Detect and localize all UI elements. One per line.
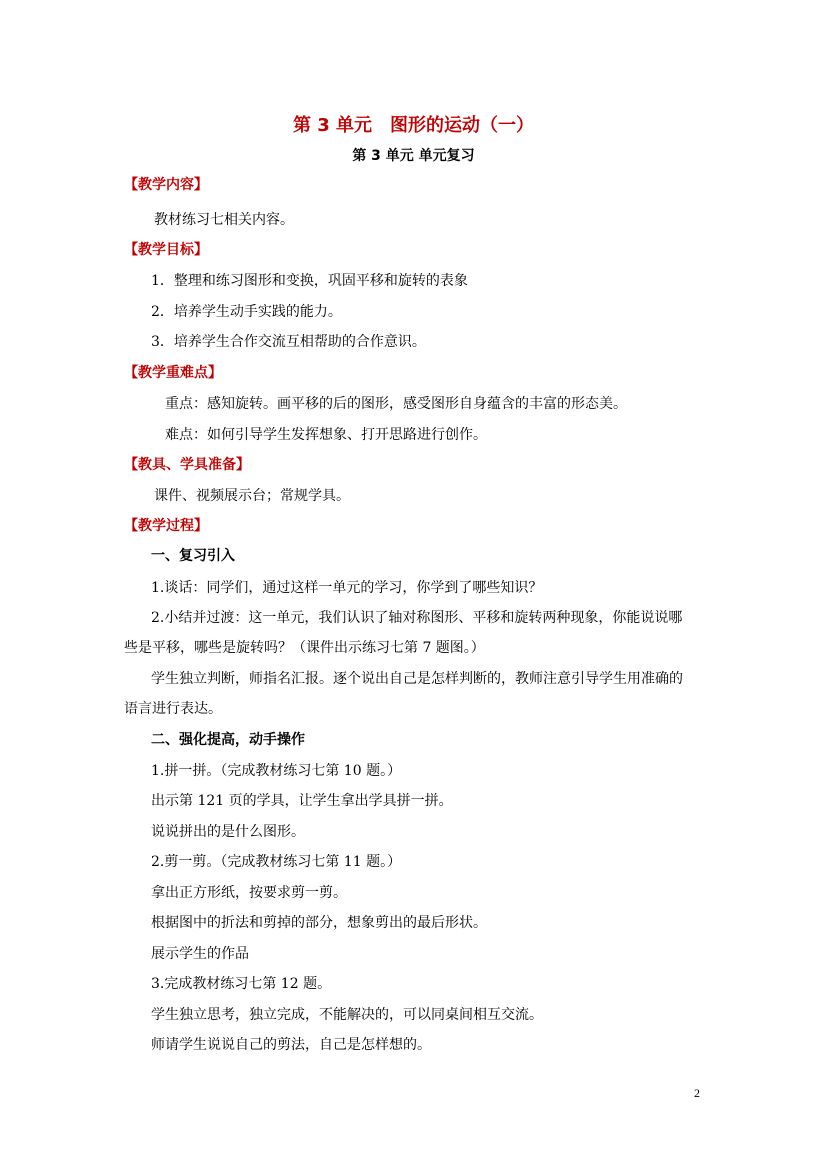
goal-item-1: 1．整理和练习图形和变换，巩固平移和旋转的表象 bbox=[151, 273, 468, 289]
section-heading-process: 【教学过程】 bbox=[124, 518, 208, 534]
process-part2-title: 二、强化提高，动手操作 bbox=[151, 732, 305, 748]
process-q2b: 根据图中的折法和剪掉的部分，想象剪出的最后形状。 bbox=[151, 915, 487, 931]
section-heading-goals: 【教学目标】 bbox=[124, 242, 208, 258]
process-p1: 1.谈话：同学们，通过这样一单元的学习，你学到了哪些知识？ bbox=[151, 580, 543, 596]
process-q3a: 学生独立思考，独立完成，不能解决的，可以同桌间相互交流。 bbox=[151, 1007, 543, 1023]
process-p3a: 学生独立判断，师指名汇报。逐个说出自己是怎样判断的，教师注意引导学生用准确的 bbox=[151, 671, 683, 687]
page-subtitle: 第 3 单元 单元复习 bbox=[352, 148, 475, 164]
process-p2a: 2.小结并过渡：这一单元，我们认识了轴对称图形、平移和旋转两种现象，你能说说哪 bbox=[151, 610, 683, 626]
section-heading-tools: 【教具、学具准备】 bbox=[124, 457, 250, 473]
key-point-difficulty: 难点：如何引导学生发挥想象、打开思路进行创作。 bbox=[165, 427, 487, 443]
process-q1b: 说说拼出的是什么图形。 bbox=[151, 824, 305, 840]
key-point-focus: 重点：感知旋转。画平移的后的图形，感受图形自身蕴含的丰富的形态美。 bbox=[165, 396, 627, 412]
page-title: 第 3 单元 图形的运动（一） bbox=[292, 115, 535, 136]
goal-item-2: 2．培养学生动手实践的能力。 bbox=[151, 304, 342, 320]
process-q2c: 展示学生的作品 bbox=[151, 946, 249, 962]
section-heading-key-points: 【教学重难点】 bbox=[124, 365, 222, 381]
process-p3b: 语言进行表达。 bbox=[124, 701, 222, 717]
process-p2b: 些是平移，哪些是旋转吗？（课件出示练习七第 7 题图。） bbox=[124, 640, 485, 656]
process-q1: 1.拼一拼。（完成教材练习七第 10 题。） bbox=[151, 763, 402, 779]
process-part1-title: 一、复习引入 bbox=[151, 548, 235, 564]
process-q2: 2.剪一剪。（完成教材练习七第 11 题。） bbox=[151, 854, 402, 870]
process-q3: 3.完成教材练习七第 12 题。 bbox=[151, 976, 332, 992]
process-q3b: 师请学生说说自己的剪法，自己是怎样想的。 bbox=[151, 1037, 431, 1053]
content-text: 教材练习七相关内容。 bbox=[154, 212, 294, 228]
goal-item-3: 3．培养学生合作交流互相帮助的合作意识。 bbox=[151, 334, 426, 350]
tools-text: 课件、视频展示台；常规学具。 bbox=[154, 488, 350, 504]
process-q2a: 拿出正方形纸，按要求剪一剪。 bbox=[151, 885, 347, 901]
section-heading-content: 【教学内容】 bbox=[124, 177, 208, 193]
page-number: 2 bbox=[694, 1086, 700, 1100]
process-q1a: 出示第 121 页的学具，让学生拿出学具拼一拼。 bbox=[151, 793, 453, 809]
